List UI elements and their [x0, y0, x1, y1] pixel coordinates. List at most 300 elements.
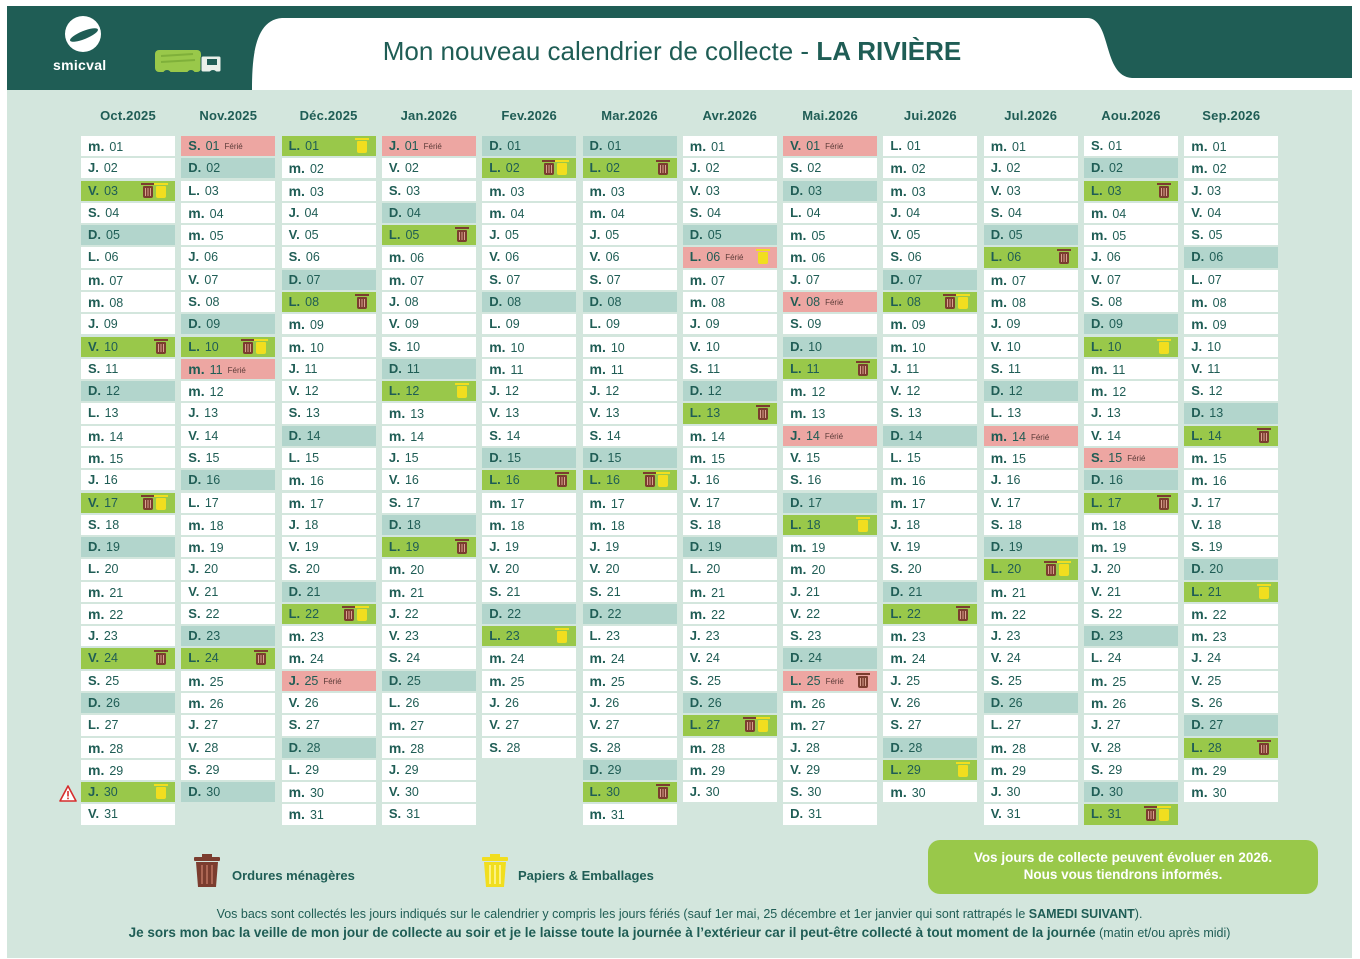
day-number: 06	[1106, 250, 1121, 265]
day-cell	[81, 403, 175, 423]
day-number: 05	[1008, 228, 1023, 243]
weekday-abbr: L.	[890, 761, 902, 777]
day-number: 11	[105, 361, 119, 376]
day-number: 07	[606, 272, 621, 287]
weekday-abbr: m.	[288, 806, 305, 823]
weekday-abbr: m.	[1191, 160, 1208, 177]
weekday-abbr: D.	[489, 138, 503, 153]
recycling-bin-icon	[481, 854, 509, 888]
day-number: 17	[104, 495, 118, 510]
day-number: 08	[607, 294, 622, 309]
day-number: 12	[106, 384, 120, 399]
day-number: 28	[306, 740, 321, 755]
day-cell	[482, 337, 576, 357]
day-cell	[81, 381, 175, 401]
day-cell	[883, 225, 977, 245]
day-number: 14	[410, 429, 425, 444]
day-number: 19	[1008, 540, 1023, 555]
weekday-abbr: J.	[1191, 494, 1203, 510]
weekday-abbr: D.	[489, 449, 503, 465]
day-cell	[883, 203, 977, 223]
day-cell	[81, 693, 175, 713]
day-cell	[282, 671, 376, 691]
day-cell	[984, 671, 1078, 691]
day-number: 25	[304, 673, 319, 688]
day-cell	[382, 559, 476, 579]
day-cell	[984, 604, 1078, 624]
day-cell	[683, 604, 777, 624]
weekday-abbr: L.	[1191, 271, 1203, 287]
day-cell	[282, 626, 376, 646]
weekday-abbr: J.	[1191, 338, 1203, 354]
day-number: 20	[410, 563, 425, 578]
weekday-abbr: V.	[1091, 739, 1103, 755]
day-number: 25	[209, 674, 224, 689]
day-cell	[282, 760, 376, 780]
day-cell	[181, 225, 275, 245]
day-number: 21	[109, 585, 124, 600]
day-cell	[382, 671, 476, 691]
day-number: 06	[907, 250, 922, 265]
day-number: 12	[707, 384, 722, 399]
weekday-abbr: m.	[589, 360, 606, 377]
day-cell	[984, 225, 1078, 245]
weekday-abbr: S.	[489, 271, 502, 287]
weekday-abbr: L.	[288, 449, 301, 465]
day-cell	[783, 671, 877, 691]
day-number: 13	[1209, 406, 1224, 421]
weekday-abbr: S.	[88, 672, 101, 688]
day-cell	[181, 203, 275, 223]
day-number: 11	[510, 362, 524, 377]
weekday-abbr: V.	[589, 561, 601, 577]
day-cell	[482, 738, 576, 758]
weekday-abbr: S.	[790, 472, 803, 488]
day-number: 18	[209, 518, 224, 533]
weekday-abbr: m.	[188, 383, 205, 400]
day-number: 12	[505, 384, 519, 399]
day-cell	[984, 693, 1078, 713]
day-cell	[382, 537, 476, 557]
weekday-abbr: V.	[990, 182, 1002, 198]
day-cell	[984, 804, 1078, 824]
day-cell	[482, 448, 576, 468]
day-number: 25	[1007, 673, 1022, 688]
weekday-abbr: m.	[1091, 516, 1108, 533]
day-cell	[282, 337, 376, 357]
day-cell	[482, 270, 576, 290]
day-number: 17	[309, 496, 324, 511]
day-cell	[1184, 760, 1278, 780]
day-number: 11	[1007, 361, 1021, 376]
weekday-abbr: D.	[188, 472, 202, 488]
day-cell	[783, 493, 877, 513]
warning-icon	[59, 785, 77, 803]
day-cell	[282, 515, 376, 535]
day-cell	[181, 448, 275, 468]
day-cell	[282, 715, 376, 735]
day-cell	[683, 292, 777, 312]
day-cell	[783, 738, 877, 758]
day-number: 10	[510, 340, 525, 355]
day-cell	[583, 515, 677, 535]
day-number: 21	[805, 584, 820, 599]
day-cell	[583, 493, 677, 513]
notice-box	[928, 840, 1318, 894]
day-cell	[1184, 537, 1278, 557]
day-number: 02	[404, 161, 419, 176]
weekday-abbr: m.	[1091, 672, 1108, 689]
day-number: 30	[705, 785, 720, 800]
day-cell	[1184, 403, 1278, 423]
day-number: 05	[906, 228, 921, 243]
weekday-abbr: V.	[990, 806, 1002, 822]
day-cell	[181, 604, 275, 624]
day-cell	[382, 448, 476, 468]
day-number: 10	[1006, 339, 1021, 354]
day-number: 08	[806, 294, 821, 309]
day-cell	[1184, 136, 1278, 156]
day-cell	[683, 715, 777, 735]
day-cell	[883, 738, 977, 758]
recycling-bin-icon	[156, 787, 166, 799]
recycling-bin-icon	[858, 520, 868, 532]
weekday-abbr: L.	[1091, 338, 1103, 354]
weekday-abbr: L.	[790, 516, 802, 532]
day-cell	[1184, 181, 1278, 201]
weekday-abbr: S.	[589, 427, 602, 443]
weekday-abbr: S.	[1091, 761, 1104, 777]
weekday-abbr: S.	[188, 761, 201, 777]
recycling-bin-icon	[958, 765, 968, 777]
day-cell	[1084, 292, 1178, 312]
day-number: 03	[705, 183, 720, 198]
day-number: 31	[1006, 807, 1021, 822]
day-number: 16	[1212, 474, 1227, 489]
trash-bin-icon	[344, 609, 354, 621]
day-number: 20	[204, 562, 219, 577]
header-bar	[7, 6, 1352, 90]
day-number: 19	[1112, 541, 1127, 556]
day-cell	[883, 247, 977, 267]
weekday-abbr: m.	[1091, 383, 1108, 400]
day-number: 14	[805, 428, 820, 443]
day-number: 13	[1106, 406, 1121, 421]
day-cell	[984, 715, 1078, 735]
day-number: 20	[305, 562, 320, 577]
day-number: 01	[1212, 140, 1227, 154]
day-number: 27	[204, 718, 219, 733]
weekday-abbr: m.	[589, 650, 606, 667]
weekday-abbr: J.	[489, 695, 501, 711]
weekday-abbr: m.	[890, 472, 907, 489]
day-number: 26	[505, 696, 519, 711]
day-cell	[282, 804, 376, 824]
day-cell	[1084, 626, 1178, 646]
day-cell	[181, 782, 275, 802]
ferie-label: Férié	[224, 142, 243, 151]
month-column	[181, 108, 275, 804]
day-cell	[683, 760, 777, 780]
weekday-abbr: D.	[88, 539, 101, 555]
day-number: 05	[405, 228, 420, 243]
weekday-abbr: m.	[1091, 227, 1108, 244]
trash-bin-icon	[143, 498, 153, 510]
day-number: 02	[911, 162, 926, 177]
weekday-abbr: D.	[890, 271, 904, 287]
day-number: 31	[1107, 807, 1122, 822]
day-number: 09	[206, 317, 221, 332]
day-number: 02	[505, 161, 520, 176]
day-cell	[984, 782, 1078, 802]
day-cell	[482, 136, 576, 156]
collection-icons	[945, 295, 968, 310]
collection-icons	[758, 250, 768, 265]
trash-bin-icon	[745, 720, 755, 732]
day-cell	[181, 537, 275, 557]
collection-icons	[344, 607, 367, 622]
weekday-abbr: D.	[790, 494, 804, 510]
weekday-abbr: V.	[1191, 360, 1203, 376]
day-number: 18	[304, 517, 319, 532]
day-cell	[1184, 738, 1278, 758]
day-cell	[984, 247, 1078, 267]
weekday-abbr: D.	[589, 138, 603, 153]
day-number: 17	[406, 495, 421, 510]
weekday-abbr: m.	[489, 494, 506, 511]
day-cell	[482, 292, 576, 312]
day-cell	[583, 181, 677, 201]
day-number: 16	[505, 473, 520, 488]
day-cell	[382, 359, 476, 379]
weekday-abbr: L.	[288, 293, 301, 309]
day-cell	[984, 738, 1078, 758]
day-cell	[783, 359, 877, 379]
ferie-label: Férié	[725, 253, 744, 263]
day-number: 13	[907, 406, 922, 421]
weekday-abbr: V.	[489, 249, 501, 265]
day-number: 04	[304, 205, 319, 220]
day-number: 07	[204, 272, 219, 287]
day-cell	[181, 337, 275, 357]
day-cell	[1184, 337, 1278, 357]
weekday-abbr: m.	[1191, 316, 1208, 333]
weekday-abbr: J.	[388, 449, 400, 465]
day-number: 25	[906, 673, 921, 688]
day-number: 23	[911, 630, 926, 645]
day-number: 29	[404, 762, 419, 777]
day-cell	[1184, 782, 1278, 802]
day-number: 25	[610, 674, 625, 689]
day-cell	[382, 693, 476, 713]
weekday-abbr: m.	[790, 539, 807, 556]
weekday-abbr: J.	[1091, 561, 1102, 577]
weekday-abbr: m.	[689, 449, 707, 466]
day-number: 05	[209, 229, 224, 244]
day-number: 24	[808, 651, 822, 666]
day-number: 01	[906, 139, 921, 153]
day-number: 06	[104, 250, 119, 265]
weekday-abbr: m.	[1191, 293, 1208, 310]
weekday-abbr: m.	[489, 182, 506, 199]
day-number: 02	[606, 161, 620, 176]
day-cell	[482, 715, 576, 735]
weekday-abbr: m.	[388, 249, 406, 266]
day-cell	[883, 470, 977, 490]
weekday-abbr: L.	[88, 561, 100, 577]
day-number: 30	[911, 786, 926, 801]
legend-papiers-label: Papiers & Emballages	[518, 868, 654, 883]
month-header: Jul.2026	[1004, 108, 1058, 123]
weekday-abbr: J.	[188, 561, 200, 577]
weekday-abbr: m.	[388, 427, 406, 444]
weekday-abbr: m.	[990, 761, 1008, 778]
ferie-label: Férié	[323, 676, 342, 686]
day-cell	[282, 314, 376, 334]
day-cell	[181, 270, 275, 290]
day-number: 24	[1006, 651, 1021, 666]
day-number: 30	[206, 785, 221, 800]
weekday-abbr: S.	[689, 204, 703, 220]
weekday-abbr: J.	[1091, 249, 1102, 265]
weekday-abbr: m.	[589, 182, 606, 199]
day-cell	[382, 181, 476, 201]
day-cell	[382, 715, 476, 735]
day-cell	[482, 225, 576, 245]
weekday-abbr: D.	[689, 227, 703, 243]
day-cell	[1184, 292, 1278, 312]
day-cell	[683, 738, 777, 758]
day-number: 21	[410, 585, 425, 600]
day-number: 21	[908, 584, 923, 599]
weekday-abbr: D.	[1091, 160, 1104, 176]
weekday-abbr: V.	[388, 316, 400, 332]
day-cell	[583, 648, 677, 668]
day-number: 24	[1207, 651, 1222, 666]
day-number: 18	[1007, 517, 1022, 532]
day-number: 20	[706, 562, 721, 577]
day-number: 20	[505, 562, 520, 577]
day-number: 15	[305, 450, 320, 465]
weekday-abbr: D.	[388, 360, 402, 376]
day-cell	[1184, 426, 1278, 446]
day-cell	[181, 493, 275, 513]
day-cell	[984, 136, 1078, 156]
day-number: 18	[510, 518, 525, 533]
day-cell	[181, 470, 275, 490]
weekday-abbr: L.	[589, 472, 602, 488]
weekday-abbr: m.	[1191, 761, 1208, 778]
weekday-abbr: J.	[790, 427, 801, 443]
day-number: 13	[706, 406, 721, 421]
weekday-abbr: V.	[388, 628, 400, 644]
day-number: 27	[1209, 718, 1224, 733]
weekday-abbr: m.	[689, 138, 707, 154]
weekday-abbr: S.	[188, 605, 201, 621]
weekday-abbr: D.	[990, 539, 1004, 555]
collection-icons	[858, 518, 868, 533]
day-cell	[282, 225, 376, 245]
trash-bin-icon	[544, 163, 554, 175]
day-cell	[883, 426, 977, 446]
day-cell	[984, 537, 1078, 557]
recycling-bin-icon	[1159, 342, 1169, 354]
day-number: 22	[1212, 607, 1227, 622]
day-cell	[583, 359, 677, 379]
day-number: 13	[605, 406, 620, 421]
day-number: 30	[309, 786, 324, 801]
day-number: 15	[1212, 451, 1227, 466]
trash-bin-icon	[156, 342, 166, 354]
weekday-abbr: V.	[1191, 204, 1203, 220]
weekday-abbr: m.	[88, 271, 105, 288]
weekday-abbr: L.	[790, 204, 802, 220]
day-cell	[382, 582, 476, 602]
weekday-abbr: D.	[589, 605, 603, 621]
weekday-abbr: S.	[589, 271, 602, 287]
weekday-abbr: V.	[990, 338, 1002, 354]
weekday-abbr: S.	[288, 249, 301, 265]
day-cell	[683, 493, 777, 513]
weekday-abbr: D.	[88, 695, 101, 711]
weekday-abbr: L.	[1091, 494, 1103, 510]
weekday-abbr: S.	[88, 516, 101, 532]
weekday-abbr: m.	[890, 338, 907, 355]
day-number: 26	[304, 696, 319, 711]
weekday-abbr: J.	[1191, 650, 1203, 666]
day-number: 11	[1207, 361, 1221, 376]
recycling-bin-icon	[758, 252, 768, 264]
day-cell	[81, 738, 175, 758]
smicval-logo	[47, 16, 117, 78]
month-header: Aou.2026	[1101, 108, 1161, 123]
day-number: 09	[1006, 317, 1021, 332]
day-cell	[984, 470, 1078, 490]
day-cell	[1084, 426, 1178, 446]
weekday-abbr: D.	[990, 383, 1004, 399]
weekday-abbr: m.	[990, 583, 1008, 600]
day-cell	[783, 247, 877, 267]
weekday-abbr: V.	[1091, 427, 1103, 443]
collection-icons	[1159, 496, 1169, 511]
day-cell	[683, 247, 777, 267]
month-column	[683, 108, 777, 804]
day-number: 29	[1212, 763, 1227, 778]
weekday-abbr: m.	[689, 739, 707, 756]
day-cell	[683, 359, 777, 379]
day-cell	[1184, 515, 1278, 535]
day-cell	[482, 693, 576, 713]
day-number: 12	[906, 384, 921, 399]
weekday-abbr: m.	[890, 160, 907, 177]
weekday-abbr: D.	[790, 338, 804, 354]
day-cell	[683, 626, 777, 646]
day-cell	[181, 381, 275, 401]
trash-bin-icon	[945, 297, 955, 309]
weekday-abbr: S.	[890, 717, 903, 733]
month-header: Déc.2025	[299, 108, 358, 123]
day-cell	[583, 158, 677, 178]
collection-icons	[457, 228, 467, 243]
day-number: 31	[610, 808, 625, 823]
weekday-abbr: V.	[890, 539, 902, 555]
day-cell	[1084, 738, 1178, 758]
weekday-abbr: m.	[489, 360, 506, 377]
day-cell	[282, 448, 376, 468]
page-title	[257, 36, 1087, 67]
weekday-abbr: m.	[689, 427, 707, 444]
title-place: LA RIVIÈRE	[816, 36, 962, 66]
